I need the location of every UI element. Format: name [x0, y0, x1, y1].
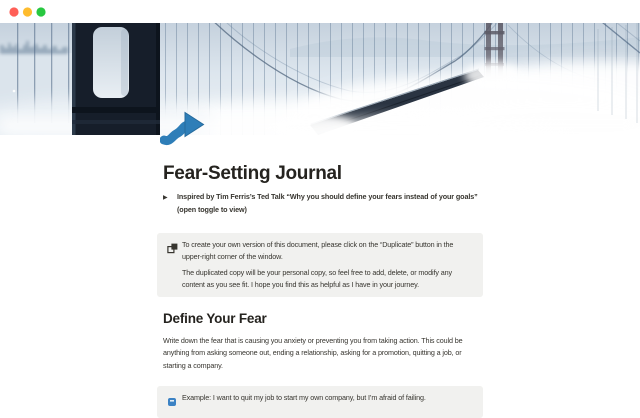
- page-content: [157, 135, 483, 418]
- toggle-triangle-icon[interactable]: ▶: [163, 195, 168, 201]
- pen-icon: [167, 392, 182, 412]
- toggle-block[interactable]: [163, 191, 483, 216]
- callout-duplicate-paragraph1: To create your own version of this document, please click on the “Duplicate” button in the upper-right corner of the window.: [182, 240, 454, 261]
- toggle-text: [177, 191, 483, 216]
- window-titlebar: [0, 0, 640, 23]
- callout-example-clipped: [157, 386, 483, 418]
- zoom-button[interactable]: [36, 7, 45, 16]
- section-body-text: Write down the fear that is causing you anxiety or preventing you from taking action. This could be anything from asking someone out, ending a relationship, asking for a promotion, quitting a job, or starting a company.: [163, 336, 463, 370]
- minimize-button[interactable]: [23, 7, 32, 16]
- section-heading-define-your-fear: Define Your Fear: [163, 311, 267, 326]
- close-button[interactable]: [9, 7, 18, 16]
- toggle-text-line1: Inspired by Tim Ferris’s Ted Talk “Why you should define your fears instead of your goals”: [177, 192, 478, 201]
- toggle-text-line2: (open toggle to view): [177, 204, 247, 214]
- page-title: Fear-Setting Journal: [163, 163, 342, 184]
- near-bridge-tower: [72, 23, 160, 135]
- cover-image[interactable]: [0, 23, 640, 135]
- duplicate-icon: [167, 239, 182, 259]
- callout-duplicate-paragraph2: The duplicated copy will be your personal copy, so feel free to add, delete, or modify any content as you see fit. I hope you find this as helpful as I have in your journey.: [182, 268, 452, 289]
- callout-example-text: Example: I want to quit my job to start my own company, but I’m afraid of failing.: [182, 393, 426, 403]
- callout-duplicate: [157, 233, 483, 297]
